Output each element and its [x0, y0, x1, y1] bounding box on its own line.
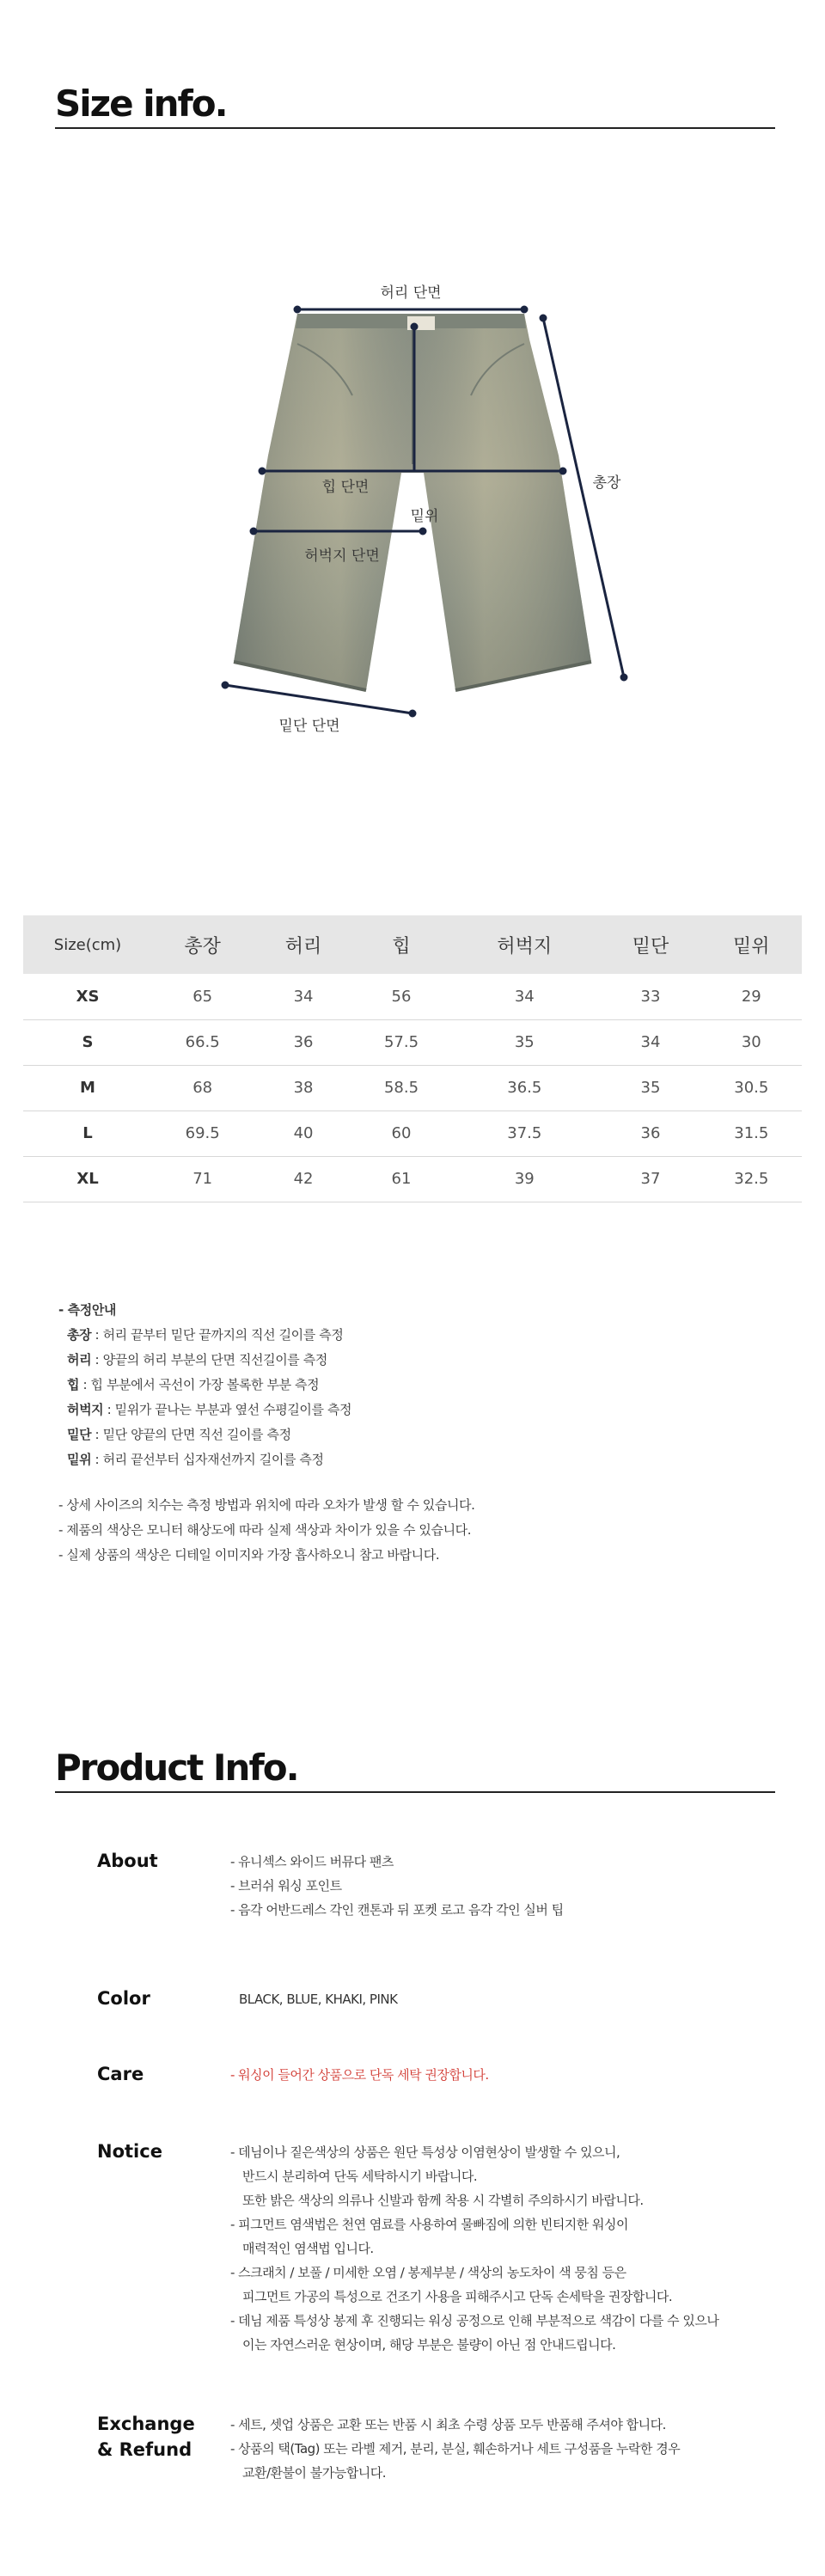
- product-info-divider: [55, 1791, 775, 1793]
- value-cell: 56: [391, 987, 412, 1006]
- guide-item: [58, 1398, 763, 1423]
- table-row: [23, 1111, 802, 1156]
- about-line: - 음각 어반드레스 각인 캔톤과 뒤 포켓 로고 음각 각인 실버 팁: [230, 1902, 564, 1918]
- guide-desc: : 힙 부분에서 곡선이 가장 볼록한 부분 측정: [79, 1377, 320, 1392]
- guide-desc: : 밑단 양끝의 단면 직선 길이를 측정: [91, 1427, 291, 1442]
- value-cell: 57.5: [383, 1033, 419, 1051]
- notice-line: 또한 밝은 색상의 의류나 신발과 함께 착용 시 각별히 주의하시기 바랍니다.: [242, 2193, 644, 2208]
- notice-line: - 스크래치 / 보풀 / 미세한 오염 / 봉제부분 / 색상의 농도차이 색 뭉침 등은: [230, 2265, 626, 2280]
- value-cell: 65: [192, 987, 213, 1006]
- size-info-title: Size info.: [55, 83, 227, 125]
- label-hip: 힙 단면: [321, 479, 370, 496]
- value-cell: 34: [514, 987, 535, 1006]
- measurement-guide-heading: - 측정안내: [58, 1302, 117, 1318]
- value-cell: 58.5: [383, 1079, 419, 1097]
- notice-line: 이는 자연스러운 현상이며, 해당 부분은 불량이 아닌 점 안내드립니다.: [242, 2337, 616, 2353]
- value-cell: 36.5: [507, 1079, 542, 1097]
- value-cell: 35: [514, 1033, 535, 1051]
- color-label: Color: [97, 1988, 150, 2009]
- guide-item: [58, 1348, 763, 1373]
- guide-desc: : 허리 끝선부터 십자재선까지 길이를 측정: [91, 1452, 324, 1467]
- shorts-illustration: [234, 314, 591, 690]
- size-cell: S: [82, 1033, 94, 1051]
- header-cell: 총장: [184, 935, 221, 958]
- notice-line: 피그먼트 가공의 특성으로 건조기 사용을 피해주시고 단독 손세탁을 권장합니다.: [242, 2289, 673, 2304]
- header-cell: Size(cm): [53, 935, 122, 954]
- product-info-title: Product Info.: [55, 1747, 298, 1789]
- guide-item: [58, 1447, 763, 1472]
- care-label: Care: [97, 2064, 144, 2084]
- value-cell: 34: [293, 987, 314, 1006]
- value-cell: 35: [640, 1079, 661, 1097]
- guide-term: 힙: [67, 1377, 80, 1392]
- guide-term: 허벅지: [67, 1402, 104, 1417]
- shorts-size-diagram: [198, 258, 645, 748]
- guide-desc: : 허리 끝부터 밑단 끝까지의 직선 길이를 측정: [91, 1327, 344, 1343]
- exchange-label: [97, 2411, 235, 2463]
- notice-line: 매력적인 염색법 입니다.: [242, 2241, 374, 2256]
- label-waist: 허리 단면: [380, 285, 442, 302]
- guide-term: 밑위: [67, 1452, 92, 1467]
- value-cell: 36: [640, 1124, 661, 1142]
- disclaimer-list: [58, 1493, 763, 1568]
- exchange-line: - 상품의 택(Tag) 또는 라벨 제거, 분리, 분실, 훼손하거나 세트 구성품을 누락한 경우: [230, 2441, 681, 2457]
- value-cell: 36: [293, 1033, 314, 1051]
- about-label: About: [97, 1851, 158, 1871]
- notice-label: Notice: [97, 2141, 162, 2162]
- value-cell: 30.5: [734, 1079, 769, 1097]
- exchange-line: 교환/환불이 불가능합니다.: [242, 2465, 386, 2481]
- table-row: [23, 1019, 802, 1065]
- guide-term: 밑단: [67, 1427, 92, 1442]
- size-table-header: [23, 915, 802, 974]
- value-cell: 68: [192, 1079, 213, 1097]
- guide-item: [58, 1373, 763, 1398]
- exchange-line: - 세트, 셋업 상품은 교환 또는 반품 시 최초 수령 상품 모두 반품해 주셔야 합니다.: [230, 2417, 666, 2432]
- value-cell: 60: [391, 1124, 412, 1142]
- care-value: - 워싱이 들어간 상품으로 단독 세탁 권장합니다.: [230, 2067, 489, 2083]
- value-cell: 39: [514, 1170, 535, 1188]
- label-thigh: 허벅지 단면: [304, 548, 380, 565]
- header-cell: 힙: [392, 935, 411, 958]
- value-cell: 29: [741, 987, 761, 1006]
- guide-desc: : 양끝의 허리 부분의 단면 직선길이를 측정: [91, 1352, 327, 1368]
- guide-item: [58, 1423, 763, 1447]
- measurement-guide: [58, 1298, 763, 1568]
- label-length: 총장: [592, 474, 621, 492]
- about-body: [230, 1850, 780, 1922]
- size-table: [23, 915, 802, 1202]
- value-cell: 71: [192, 1170, 213, 1188]
- label-rise: 밑위: [410, 508, 439, 525]
- guide-item: [58, 1323, 763, 1348]
- notice-body: [230, 2140, 780, 2357]
- table-row: [23, 1156, 802, 1202]
- guide-desc: : 밑위가 끝나는 부분과 옆선 수평길이를 측정: [103, 1402, 352, 1417]
- value-cell: 33: [640, 987, 661, 1006]
- notice-line: - 데님이나 짙은색상의 상품은 원단 특성상 이염현상이 발생할 수 있으니,: [230, 2145, 620, 2160]
- table-row: [23, 1065, 802, 1111]
- disclaimer-item: - 상세 사이즈의 치수는 측정 방법과 위치에 따라 오차가 발생 할 수 있습니다.: [58, 1497, 475, 1513]
- value-cell: 38: [293, 1079, 314, 1097]
- value-cell: 69.5: [185, 1124, 220, 1142]
- value-cell: 31.5: [734, 1124, 769, 1142]
- value-cell: 37: [640, 1170, 661, 1188]
- value-cell: 61: [391, 1170, 412, 1188]
- header-cell: 밑위: [733, 935, 770, 958]
- value-cell: 32.5: [734, 1170, 769, 1188]
- size-cell: XL: [76, 1170, 99, 1188]
- exchange-body: [230, 2413, 780, 2485]
- exchange-label-line: Exchange: [97, 2414, 195, 2434]
- header-cell: 허벅지: [497, 935, 553, 958]
- size-info-divider: [55, 127, 775, 129]
- table-row: [23, 974, 802, 1019]
- about-line: - 브러쉬 워싱 포인트: [230, 1878, 342, 1894]
- disclaimer-item: - 실제 상품의 색상은 디테일 이미지와 가장 흡사하오니 참고 바랍니다.: [58, 1547, 440, 1563]
- size-cell: XS: [76, 987, 100, 1006]
- color-value: BLACK, BLUE, KHAKI, PINK: [239, 1992, 398, 2007]
- guide-term: 총장: [67, 1327, 92, 1343]
- disclaimer-item: - 제품의 색상은 모니터 해상도에 따라 실제 색상과 차이가 있을 수 있습니다.: [58, 1522, 472, 1538]
- header-cell: 허리: [284, 935, 322, 958]
- value-cell: 30: [741, 1033, 761, 1051]
- notice-line: - 데님 제품 특성상 봉제 후 진행되는 워싱 공정으로 인해 부분적으로 색감이 다를 수 있으나: [230, 2313, 719, 2328]
- guide-term: 허리: [67, 1352, 92, 1368]
- exchange-label-line: & Refund: [97, 2439, 192, 2460]
- notice-line: - 피그먼트 염색법은 천연 염료를 사용하여 물빠짐에 의한 빈티지한 워싱이: [230, 2217, 629, 2232]
- size-cell: L: [82, 1124, 93, 1142]
- about-line: - 유니섹스 와이드 버뮤다 팬츠: [230, 1854, 394, 1869]
- label-hem: 밑단 단면: [278, 718, 340, 735]
- value-cell: 34: [640, 1033, 661, 1051]
- value-cell: 40: [293, 1124, 314, 1142]
- value-cell: 37.5: [507, 1124, 542, 1142]
- notice-line: 반드시 분리하여 단독 세탁하시기 바랍니다.: [242, 2169, 478, 2184]
- size-cell: M: [80, 1079, 95, 1097]
- value-cell: 42: [293, 1170, 314, 1188]
- value-cell: 66.5: [185, 1033, 220, 1051]
- header-cell: 밑단: [632, 935, 669, 958]
